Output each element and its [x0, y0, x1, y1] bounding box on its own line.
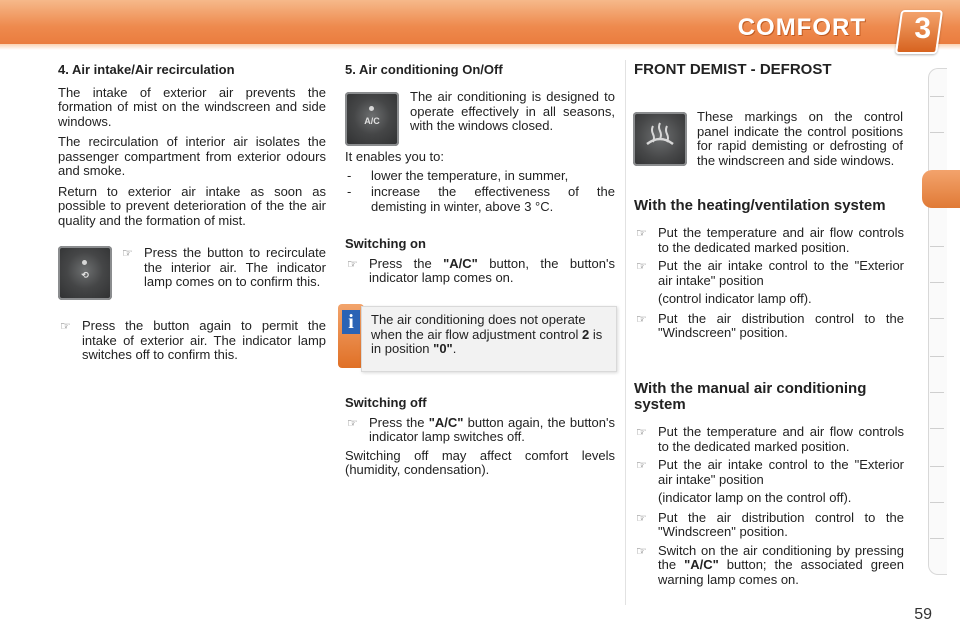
air-conditioning-heading: 5. Air conditioning On/Off: [345, 62, 503, 77]
info-note: [361, 306, 617, 372]
header-divider: [0, 44, 960, 50]
hand-pointer-icon: ☞: [636, 425, 647, 439]
demist-heading: FRONT DEMIST - DEFROST: [634, 61, 832, 78]
chapter-number: 3: [914, 12, 931, 45]
recirculation-button-image: [58, 246, 112, 300]
hand-pointer-icon: ☞: [347, 256, 358, 271]
chapter-tab[interactable]: [930, 246, 944, 247]
heating-system-heading: With the heating/ventilation system: [634, 197, 886, 214]
switching-on-section: [345, 237, 615, 290]
switching-off-section: [345, 396, 615, 484]
list-item: ☞ Put the temperature and air flow controls to the dedicated marked position.: [636, 424, 904, 454]
return-paragraph: Return to exterior air intake as soon as possible to prevent deterioration of the the air quality and the formation of mist.: [58, 183, 326, 228]
hand-pointer-icon: ☞: [636, 458, 647, 472]
hand-pointer-icon: ☞: [636, 259, 647, 273]
defrost-button-image: [633, 112, 687, 166]
list-item: ☞ Press the button again to permit the intake of exterior air. The indicator lamp switches off to confirm this.: [60, 318, 326, 362]
chapter-tabs: [928, 68, 947, 575]
list-item: ☞ Switch on the air conditioning by pressing the "A/C" button; the associated green warning lamp comes on.: [636, 542, 904, 587]
indicator-lamp-icon: [369, 106, 374, 111]
recirculation-icon: ⟲: [81, 270, 89, 280]
list-item: ☞ Press the button to recirculate the interior air. The indicator lamp comes on to confirm this.: [122, 245, 326, 289]
heating-system-section: [634, 198, 904, 345]
recirculate-instruction: [120, 246, 326, 294]
chapter-tab[interactable]: [930, 318, 944, 319]
chapter-tab[interactable]: [930, 96, 944, 97]
air-conditioning-section: [345, 63, 615, 86]
ac-intro: The air conditioning is designed to operate effectively in all seasons, with the windows closed.: [410, 89, 615, 133]
hand-pointer-icon: ☞: [636, 510, 647, 525]
list-item: ☞ Put the air intake control to the "Exterior air intake" position: [636, 258, 904, 288]
recirculation-paragraph: The recirculation of interior air isolates the passenger compartment from exterior odours and smoke.: [58, 134, 326, 178]
chapter-tab[interactable]: [930, 132, 944, 133]
list-item: ☞ Press the "A/C" button, the button's indicator lamp comes on.: [347, 255, 615, 285]
air-intake-heading: 4. Air intake/Air recirculation: [58, 62, 235, 77]
windscreen-defrost-icon: [633, 112, 687, 166]
demist-intro: These markings on the control panel indicate the control positions for rapid demisting or defrosting of the windscreen and side windows.: [697, 109, 903, 168]
chapter-tab[interactable]: [930, 538, 944, 539]
hand-pointer-icon: ☞: [636, 226, 647, 240]
ac-enables: It enables you to: - lower the temperature, in summer, - increase the effectiveness of the demisting in winter, above 3 °C.: [345, 149, 615, 214]
chapter-tab[interactable]: [930, 502, 944, 503]
list-item: ☞ Put the air distribution control to the "Windscreen" position.: [636, 310, 904, 340]
list-item: ☞ Put the temperature and air flow controls to the dedicated marked position.: [636, 225, 904, 255]
ac-label: A/C: [364, 116, 380, 126]
switching-on-heading: Switching on: [345, 236, 426, 251]
chapter-tab[interactable]: [930, 428, 944, 429]
list-item: - increase the effectiveness of the demisting in winter, above 3 °C.: [347, 184, 615, 214]
hand-pointer-icon: ☞: [122, 246, 133, 260]
page-number: 59: [914, 606, 932, 623]
switching-off-note: Switching off may affect comfort levels (humidity, condensation).: [345, 447, 615, 477]
air-intake-paragraph: The intake of exterior air prevents the formation of mist on the windscreen and side windows.: [58, 84, 326, 129]
chapter-tab[interactable]: [930, 466, 944, 467]
column-divider: [625, 60, 626, 605]
ac-button-image: [345, 92, 399, 146]
list-item: ☞ Put the air distribution control to the "Windscreen" position.: [636, 509, 904, 539]
chapter-tab[interactable]: [930, 282, 944, 283]
hand-pointer-icon: ☞: [60, 319, 71, 333]
info-icon: i: [338, 304, 364, 368]
manual-ac-heading: With the manual air conditioning system: [634, 380, 867, 413]
indicator-lamp-icon: [82, 260, 87, 265]
switching-off-heading: Switching off: [345, 395, 427, 410]
chapter-tab-active[interactable]: [922, 170, 960, 208]
chapter-tab[interactable]: [930, 392, 944, 393]
list-item: ☞ Put the air intake control to the "Exterior air intake" position: [636, 457, 904, 487]
hand-pointer-icon: ☞: [636, 311, 647, 326]
chapter-tab[interactable]: [930, 356, 944, 357]
demist-section: [634, 62, 904, 78]
manual-lamp-note: (indicator lamp on the control off).: [658, 490, 852, 505]
manual-ac-section: [634, 381, 904, 591]
chapter-title: COMFORT: [737, 14, 866, 41]
air-intake-section: [58, 63, 326, 234]
list-item: - lower the temperature, in summer,: [347, 167, 569, 183]
heating-lamp-note: (control indicator lamp off).: [658, 291, 812, 306]
hand-pointer-icon: ☞: [347, 415, 358, 430]
list-item: ☞ Press the "A/C" button again, the button's indicator lamp switches off.: [347, 414, 615, 444]
info-note-text: The air conditioning does not operate when the air flow adjustment control 2 is in position "0".: [371, 312, 603, 356]
hand-pointer-icon: ☞: [636, 543, 647, 558]
exterior-air-instruction: [58, 319, 326, 367]
